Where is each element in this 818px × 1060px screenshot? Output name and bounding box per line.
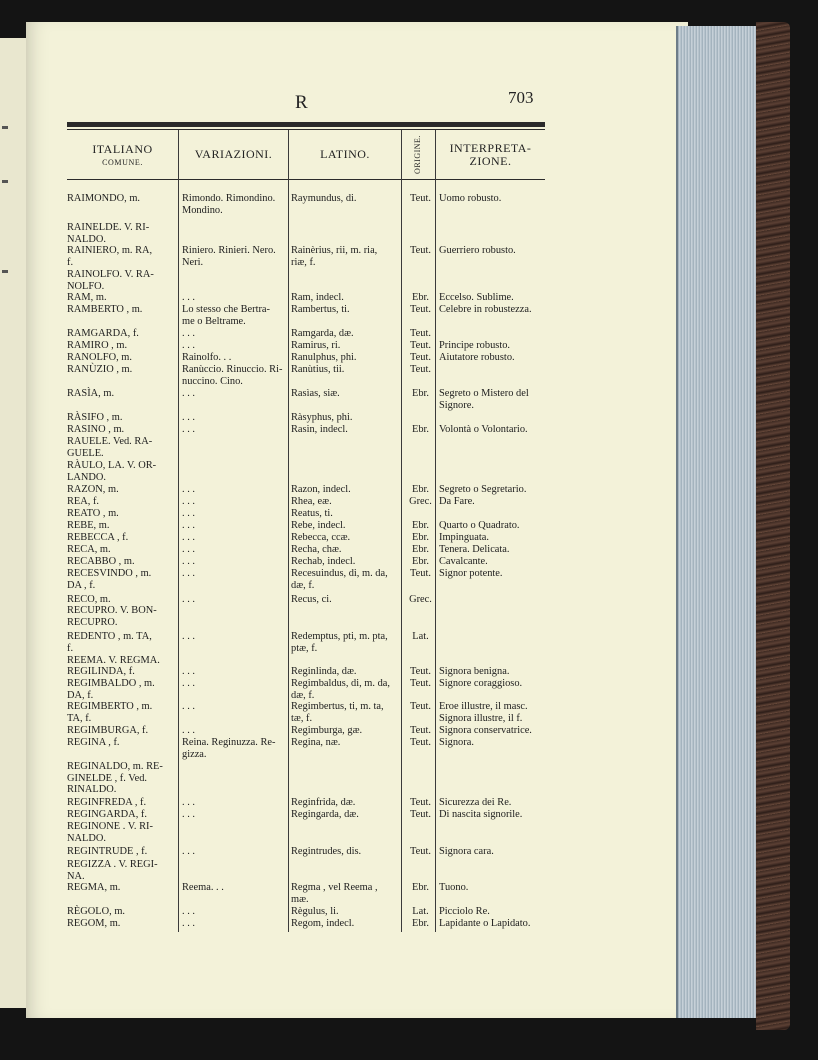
header-rule [67,122,545,127]
entry-origine: Teut. [410,666,431,677]
entry-variazioni: . . . [182,678,195,689]
entry-interpretazione: Di nascita signorile. [439,809,523,820]
entry-italiano: RAUELE. Ved. RA- GUELE. [67,436,153,459]
entry-italiano: RECO, m. [67,594,111,605]
entry-italiano: RAZON, m. [67,484,119,495]
entry-variazioni: . . . [182,340,195,351]
entry-variazioni: . . . [182,701,195,712]
entry-variazioni: . . . [182,292,195,303]
page-number: 703 [508,88,534,107]
entry-latino: Raymundus, di. [291,193,357,204]
entry-latino: Ranulphus, phi. [291,352,357,363]
entry-italiano: RASÌA, m. [67,388,115,399]
entry-italiano: RAMIRO , m. [67,340,128,351]
entry-italiano: REGINA , f. [67,737,120,748]
entry-italiano: REGOM, m. [67,918,121,929]
entry-latino: Regom, indecl. [291,918,355,929]
entry-latino: Rebecca, ccæ. [291,532,351,543]
entry-origine: Teut. [410,568,431,579]
entry-italiano: RAINOLFO. V. RA- NOLFO. [67,269,154,292]
entry-italiano: REBECCA , f. [67,532,129,543]
entry-latino: Ram, indecl. [291,292,344,303]
entry-latino: Regintrudes, dis. [291,846,362,857]
entry-italiano: RAM, m. [67,292,107,303]
entry-latino: Règulus, li. [291,906,339,917]
entry-origine: Teut. [410,340,431,351]
entry-variazioni: Reema. . . [182,882,224,893]
entry-italiano: REGINTRUDE , f. [67,846,148,857]
header-latino: LATINO. [320,147,370,161]
entry-latino: Rambertus, ti. [291,304,350,315]
entry-italiano: RECESVINDO , m. DA , f. [67,568,152,591]
entry-origine: Ebr. [411,484,430,495]
entry-interpretazione: Sicurezza dei Re. [439,797,512,808]
entry-origine: Ebr. [411,556,430,567]
header-variazioni: VARIAZIONI. [194,147,273,161]
entry-interpretazione: Signora benigna. [439,666,510,677]
entry-origine: Teut. [410,701,431,712]
entry-variazioni: . . . [182,508,195,519]
entry-italiano: RANOLFO, m. [67,352,132,363]
entry-interpretazione: Signor potente. [439,568,503,579]
entry-italiano: RÈGOLO, m. [67,906,126,917]
entry-variazioni: . . . [182,906,195,917]
entry-latino: Rebe, indecl. [291,520,346,531]
entry-origine: Grec. [409,496,432,507]
entry-variazioni: . . . [182,532,195,543]
entry-variazioni: . . . [182,412,195,423]
book-cover [756,22,790,1030]
entry-italiano: RAMGARDA, f. [67,328,139,339]
entry-italiano: RASINO , m. [67,424,125,435]
entry-origine: Teut. [410,364,431,375]
column-divider [178,130,179,932]
entry-latino: Ràsyphus, phi. [291,412,353,423]
entry-latino: Reatus, ti. [291,508,333,519]
entry-latino: Regimbertus, ti, m. ta, tæ, f. [291,701,384,724]
entry-italiano: REGMA, m. [67,882,121,893]
entry-latino: Regma , vel Reema , mæ. [291,882,378,905]
entry-italiano: REGILINDA, f. [67,666,135,677]
entry-latino: Recha, chæ. [291,544,342,555]
entry-interpretazione: Signora cara. [439,846,494,857]
entry-latino: Ramirus, ri. [291,340,341,351]
entry-italiano: RAMBERTO , m. [67,304,143,315]
entry-italiano: RAINELDE. V. RI- NALDO. [67,222,150,245]
entry-variazioni: Reina. Reginuzza. Re- gizza. [182,737,276,760]
page-mark [2,270,8,273]
entry-italiano: RAINIERO, m. RA, f. [67,245,153,268]
entry-latino: Regingarda, dæ. [291,809,359,820]
entry-variazioni: Rainolfo. . . [182,352,232,363]
entry-latino: Razon, indecl. [291,484,351,495]
entry-variazioni: Ranùccio. Rinuccio. Ri- nuccino. Cino. [182,364,283,387]
entry-italiano: REA, f. [67,496,100,507]
entry-italiano: REGINFREDA , f. [67,797,147,808]
entry-interpretazione: Signora conservatrice. [439,725,532,736]
header-origine [401,130,434,179]
entry-interpretazione: Guerriero robusto. [439,245,516,256]
header-origine-label: ORIGINE. [413,135,423,174]
entry-variazioni: . . . [182,725,195,736]
entry-variazioni: . . . [182,594,195,605]
entry-interpretazione: Picciolo Re. [439,906,490,917]
entry-origine: Ebr. [411,292,430,303]
entry-variazioni: . . . [182,797,195,808]
section-letter: R [295,92,308,113]
entry-italiano: RECA, m. [67,544,111,555]
entry-interpretazione: Tuono. [439,882,469,893]
entry-variazioni: . . . [182,328,195,339]
entry-interpretazione: Signore coraggioso. [439,678,523,689]
entry-origine: Lat. [412,906,429,917]
entry-variazioni: . . . [182,520,195,531]
entry-latino: Regina, næ. [291,737,341,748]
entry-interpretazione: Celebre in robustezza. [439,304,532,315]
entry-origine: Teut. [410,809,431,820]
entry-interpretazione: Quarto o Quadrato. [439,520,520,531]
entry-variazioni: . . . [182,484,195,495]
entry-origine: Ebr. [411,882,430,893]
page-edges [676,26,760,1018]
header-italiano [67,130,178,179]
entry-variazioni: . . . [182,846,195,857]
entry-italiano: RÀULO, LA. V. OR- LANDO. [67,460,157,483]
entry-latino: Redemptus, pti, m. pta, ptæ, f. [291,631,388,654]
entry-variazioni: Rimondo. Rimondino. Mondino. [182,193,276,216]
entry-origine: Teut. [410,304,431,315]
entry-italiano: REGIZZA . V. REGI- NA. [67,859,158,882]
entry-origine: Teut. [410,737,431,748]
entry-origine: Ebr. [411,544,430,555]
entry-latino: Rasin, indecl. [291,424,348,435]
entry-origine: Teut. [410,193,431,204]
entry-italiano: REGINONE . V. RI- NALDO. [67,821,153,844]
entry-latino: Reginfrida, dæ. [291,797,356,808]
header-interpretazione: INTERPRETA- ZIONE. [449,140,532,168]
entry-variazioni: . . . [182,424,195,435]
entry-italiano: REBE, m. [67,520,110,531]
entry-variazioni: . . . [182,631,195,642]
entry-interpretazione: Uomo robusto. [439,193,502,204]
entry-interpretazione: Eroe illustre, il masc. Signora illustre, il f. [439,701,528,724]
entry-origine: Teut. [410,725,431,736]
entry-italiano: REGIMBALDO , m. DA, f. [67,678,155,701]
entry-interpretazione: Da Fare. [439,496,475,507]
entry-interpretazione: Lapidante o Lapidato. [439,918,531,929]
entry-origine: Teut. [410,846,431,857]
entry-interpretazione: Principe robusto. [439,340,510,351]
entry-origine: Teut. [410,797,431,808]
entry-italiano: REGIMBERTO , m. TA, f. [67,701,153,724]
entry-origine: Teut. [410,245,431,256]
entry-variazioni: . . . [182,809,195,820]
page-mark [2,180,8,183]
entry-latino: Rhea, eæ. [291,496,332,507]
entry-variazioni: . . . [182,666,195,677]
entry-variazioni: . . . [182,388,195,399]
entry-italiano: RAIMONDO, m. [67,193,141,204]
entry-variazioni: . . . [182,918,195,929]
entry-latino: Rasìas, siæ. [291,388,340,399]
entry-interpretazione: Impinguata. [439,532,489,543]
entry-interpretazione: Tenera. Delicata. [439,544,510,555]
entry-italiano: RÀSIFO , m. [67,412,123,423]
entry-origine: Teut. [410,678,431,689]
entry-italiano: REEMA. V. REGMA. [67,655,160,666]
entry-interpretazione: Cavalcante. [439,556,488,567]
entry-latino: Rechab, indecl. [291,556,356,567]
entry-latino: Ramgarda, dæ. [291,328,354,339]
entry-interpretazione: Signora. [439,737,474,748]
entry-latino: Ranùtius, tii. [291,364,345,375]
entry-italiano: REGINALDO, m. RE- GINELDE , f. Ved. RINALDO. [67,761,163,796]
entry-origine: Ebr. [411,388,430,399]
entry-italiano: REGINGARDA, f. [67,809,147,820]
entry-italiano: REATO , m. [67,508,119,519]
entry-variazioni: Lo stesso che Bertra- me o Beltrame. [182,304,271,327]
entry-italiano: RANÙZIO , m. [67,364,133,375]
header-italiano-sub: COMUNE. [102,158,143,167]
entry-variazioni: . . . [182,556,195,567]
entry-origine: Ebr. [411,520,430,531]
entry-origine: Lat. [412,631,429,642]
page-mark [2,126,8,129]
entry-italiano: REGIMBURGA, f. [67,725,149,736]
entry-latino: Regimburga, gæ. [291,725,363,736]
entry-interpretazione: Eccelso. Sublime. [439,292,514,303]
entry-variazioni: . . . [182,568,195,579]
entry-variazioni: . . . [182,544,195,555]
entry-origine: Ebr. [411,424,430,435]
entry-origine: Ebr. [411,918,430,929]
facing-page-edge [0,38,27,1008]
entry-italiano: REDENTO , m. TA, f. [67,631,152,654]
entry-variazioni: . . . [182,496,195,507]
entry-latino: Recesuindus, di, m. da, dæ, f. [291,568,388,591]
entry-latino: Reginlinda, dæ. [291,666,357,677]
entry-interpretazione: Aiutatore robusto. [439,352,515,363]
entry-italiano: RECUPRO. V. BON- RECUPRO. [67,605,157,628]
header-bottom-rule [67,179,545,180]
entry-interpretazione: Segreto o Segretario. [439,484,527,495]
entry-origine: Grec. [409,594,432,605]
entry-origine: Teut. [410,352,431,363]
entry-origine: Teut. [410,328,431,339]
column-divider [288,130,289,932]
entry-latino: Regimbaldus, di, m. da, dæ, f. [291,678,390,701]
entry-origine: Ebr. [411,532,430,543]
entry-latino: Rainèrius, rii, m. ria, riæ, f. [291,245,378,268]
entry-italiano: RECABBO , m. [67,556,135,567]
header-italiano-label: ITALIANO [92,142,153,156]
entry-variazioni: Riniero. Rinieri. Nero. Neri. [182,245,276,268]
entry-latino: Recus, ci. [291,594,332,605]
entry-interpretazione: Segreto o Mistero del Signore. [439,388,529,411]
entry-interpretazione: Volontà o Volontario. [439,424,528,435]
